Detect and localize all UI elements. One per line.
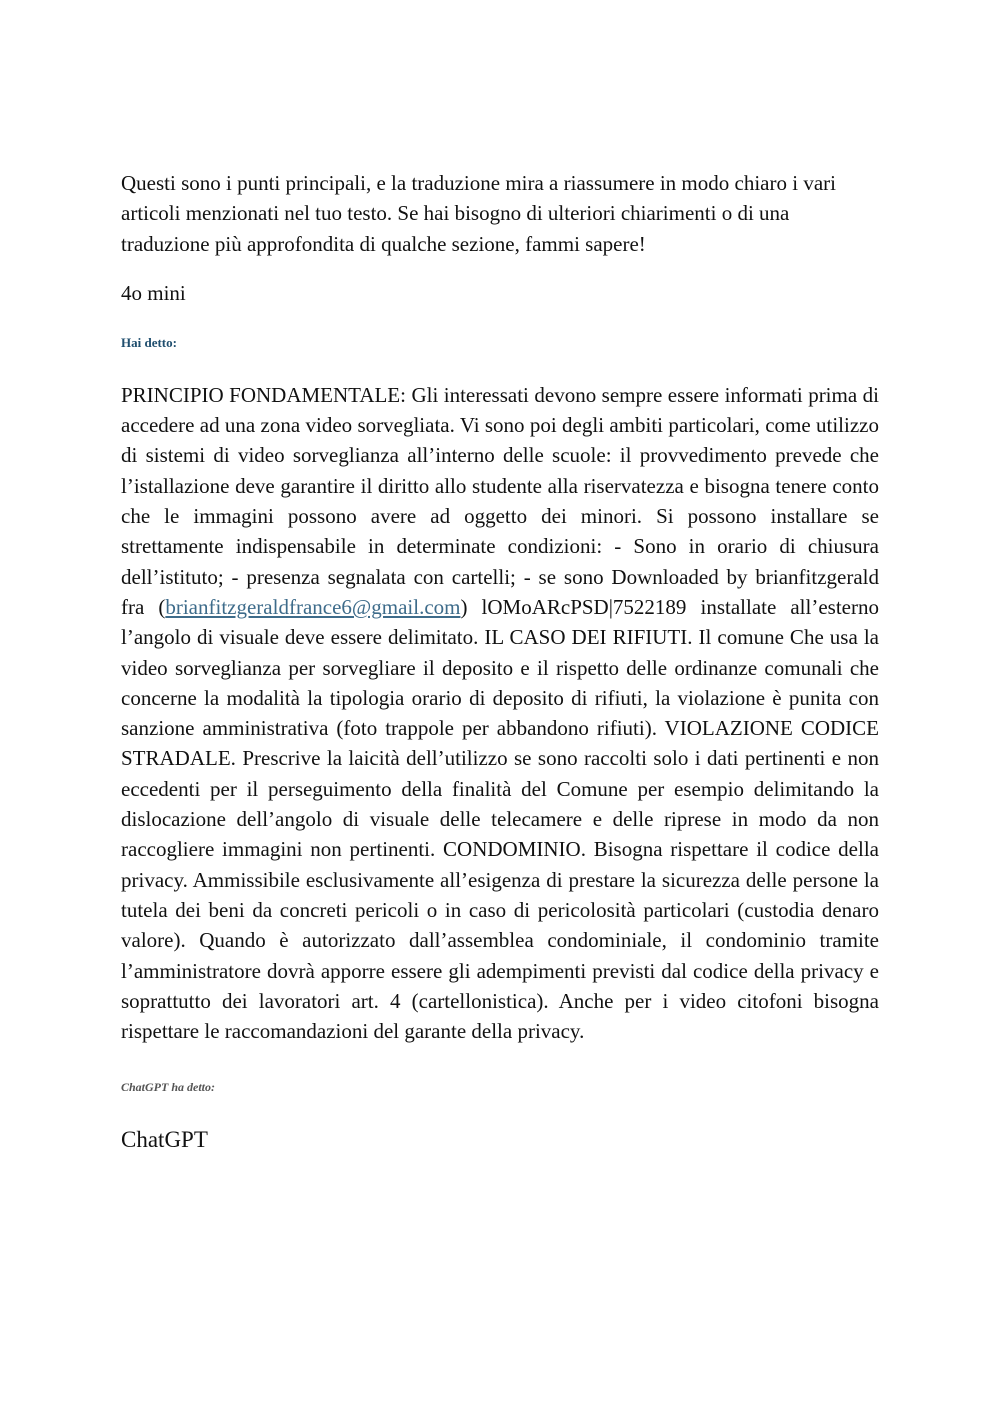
user-label: Hai detto:: [121, 334, 177, 350]
intro-paragraph: Questi sono i punti principali, e la traduzione mira a riassumere in modo chiaro i vari articoli menzionati nel tuo testo. Se hai bisogno di ulteriori chiarimenti o di una traduzione più approfondita di qualche sezione, fammi sapere!: [121, 171, 836, 256]
assistant-label: ChatGPT ha detto:: [121, 1080, 216, 1095]
message-text-before-email: PRINCIPIO FONDAMENTALE: Gli interessati devono sempre essere informati prima di accedere ad una zona video sorvegliata. Vi sono poi degli ambiti particolari, come utilizzo di sistemi di video sorveglianza all’interno delle scuole: il provvedimento prevede che l’istallazione deve garantire il diritto allo studente alla riservatezza e bisogna tenere conto che le immagini possono avere ad oggetto dei minori. Si possono installare se strettamente indispensabile in determinate condizioni: - Sono in orario di chiusura dell’istituto; - presenza segnalata con cartelli; - se sono Downloaded by brianfitzgerald fra (: [121, 382, 879, 619]
user-message: [121, 380, 879, 1047]
message-text-after-email: ) lOMoARcPSD|7522189 installate all’esterno l’angolo di visuale deve essere delimitato. IL CASO DEI RIFIUTI. Il comune Che usa la video sorveglianza per sorvegliare il deposito e il rispetto delle ordinanze comunali che concerne la modalità la tipologia orario di deposito di rifiuti, la violazione è punita con sanzione amministrativa (foto trappole per abbandono rifiuti). VIOLAZIONE CODICE STRADALE. Prescrive la laicità dell’utilizzo se sono raccolti solo i dati pertinenti e non eccedenti per il perseguimento della finalità del Comune per esempio delimitando la dislocazione dell’angolo di visuale delle telecamere e delle riprese in modo da non raccogliere immagini non pertinenti. CONDOMINIO. Bisogna rispettare il codice della privacy. Ammissibile esclusivamente all’esigenza di prestare la sicurezza delle persone la tutela dei beni da concreti pericoli o in caso di pericolosità particolari (custodia denaro valore). Quando è autorizzato dall’assemblea condominiale, il condominio tramite l’amministratore dovrà apporre essere gli adempimenti previsti dal codice della privacy e soprattutto dei lavoratori art. 4 (cartellonistica). Anche per i video citofoni bisogna rispettare le raccomandazioni del garante della privacy.: [121, 594, 879, 1044]
model-name: 4o mini: [121, 280, 186, 305]
document-page: [121, 168, 879, 1155]
assistant-name: ChatGPT: [121, 1127, 208, 1153]
email-link[interactable]: brianfitzgeraldfrance6@gmail.com: [165, 594, 461, 619]
